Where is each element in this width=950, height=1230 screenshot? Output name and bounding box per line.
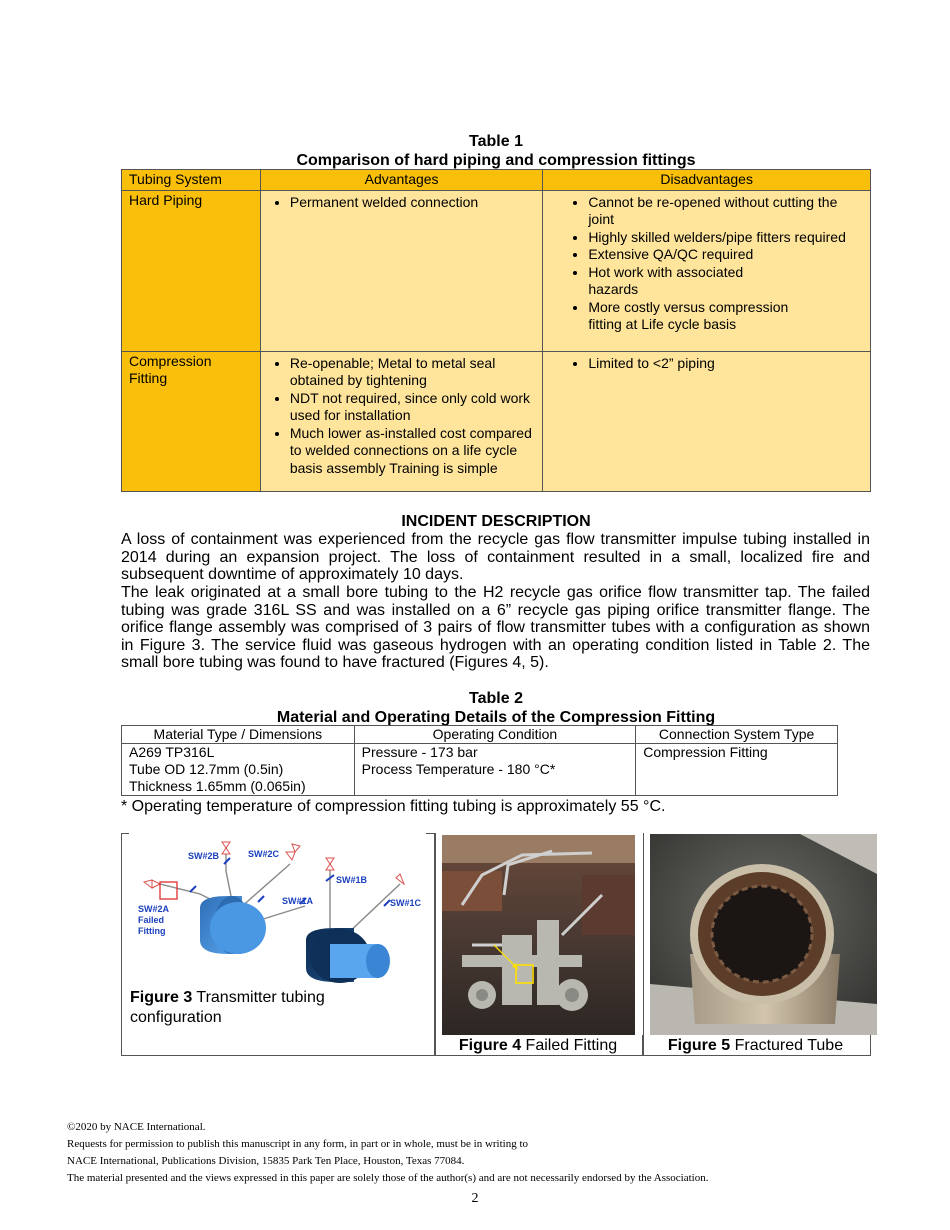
table1-caption-title: Comparison of hard piping and compression fittings (296, 152, 696, 169)
table1-header-disadvantages: Disadvantages (543, 170, 871, 191)
figure5-caption-text: Fractured Tube (730, 1037, 844, 1054)
table2-connection-cell (636, 744, 838, 796)
table1 (121, 169, 871, 492)
table2-header-operating: Operating Condition (354, 726, 636, 744)
figure5-caption (642, 1037, 869, 1055)
footer-address: NACE International, Publications Division, 15835 Park Ten Place, Houston, Texas 77084. (67, 1155, 465, 1167)
figure4-caption (434, 1037, 642, 1055)
table2-operating-cell (354, 744, 636, 796)
table2-connection-line: Compression Fitting (643, 744, 768, 760)
figure3-tubing-lines (160, 846, 400, 946)
figure3-label-fitting: Fitting (138, 926, 166, 936)
footer-copyright: ©2020 by NACE International. (67, 1121, 206, 1133)
table-row (122, 351, 871, 491)
table2-caption-title: Material and Operating Details of the Compression Fitting (276, 709, 716, 726)
section-heading: INCIDENT DESCRIPTION (401, 513, 591, 530)
table-row (122, 190, 871, 351)
figure3-label-sw2a: SW#2A (138, 904, 170, 914)
table2-header-row (122, 726, 838, 744)
table1-header-tubing-system: Tubing System (122, 170, 261, 191)
table1-caption-number: Table 1 (469, 133, 523, 150)
figure3-label-sw1b: SW#1B (336, 875, 368, 885)
figure5-caption-label: Figure 5 (667, 1037, 731, 1054)
table1-advantages-cell (260, 351, 542, 491)
list-item: • Highly skilled welders/pipe fitters required (588, 229, 863, 247)
table2-header-material: Material Type / Dimensions (122, 726, 355, 744)
table1-header-advantages: Advantages (260, 170, 542, 191)
figure3-label-sw2c: SW#2C (248, 849, 280, 859)
page-number: 2 (471, 1191, 479, 1206)
incident-paragraph-2: The leak originated at a small bore tubing to the H2 recycle gas orifice flow transmitter tap. The failed tubing was grade 316L SS and was installed on a 6” recycle gas piping orifice transmitter flange. The orifice flange assembly was comprised of 3 pairs of flow transmitter tubes with a configuration as shown in Figure 3. The service fluid was gaseous hydrogen with an operating condition listed in Table 2. The small bore tubing was found to have fractured (Figures 4, 5). (121, 584, 870, 671)
table2-material-cell (122, 744, 355, 796)
table2-operating-line: Process Temperature - 180 °C* (361, 761, 556, 777)
figure3-caption-label: Figure 3 (130, 989, 193, 1006)
figure3-caption-text: Transmitter tubing configuration (130, 989, 325, 1026)
table2 (121, 725, 838, 796)
incident-paragraph-1: A loss of containment was experienced from the recycle gas flow transmitter impulse tubing installed in 2014 during an expansion project. The loss of containment resulted in a small, localized fire and subsequent downtime of approximately 10 days. (121, 531, 870, 583)
figure3-label-sw1c: SW#1C (390, 898, 422, 908)
figure3-diagram (130, 836, 426, 986)
list-item: • Permanent welded connection (290, 194, 535, 212)
figure3-top-tick (121, 833, 129, 834)
list-item: • NDT not required, since only cold work used for installation (290, 390, 535, 425)
table1-disadvantages-cell (543, 190, 871, 351)
figure5-photo (650, 834, 877, 1035)
table1-header-row (122, 170, 871, 191)
list-item: • Re-openable; Metal to metal seal obtained by tightening (290, 355, 535, 390)
table2-material-line: Tube OD 12.7mm (0.5in) (129, 761, 284, 777)
list-item: • Cannot be re-opened without cutting the joint (588, 194, 863, 229)
list-item: • More costly versus compression fitting at Life cycle basis (588, 299, 863, 334)
figure3-cylinder-right (306, 928, 390, 983)
table1-advantages-cell (260, 190, 542, 351)
list-item: • Hot work with associated hazards (588, 264, 863, 299)
table1-disadvantages-cell (543, 351, 871, 491)
footer-permission: Requests for permission to publish this manuscript in any form, in part or in whole, must be in writing to (67, 1138, 529, 1150)
table2-caption-number: Table 2 (469, 690, 523, 707)
list-item: • Extensive QA/QC required (588, 246, 863, 264)
footer (67, 1119, 708, 1187)
table2-operating-line: Pressure - 173 bar (361, 744, 478, 760)
table2-header-connection: Connection System Type (636, 726, 838, 744)
figure3-label-sw2b: SW#2B (188, 851, 220, 861)
table-row (122, 744, 838, 796)
figure4-caption-label: Figure 4 (458, 1037, 522, 1054)
figure3-label-sw1a: SW#1A (282, 896, 314, 906)
figure4-caption-text: Failed Fitting (521, 1037, 618, 1054)
table1-row-label: Compression Fitting (122, 351, 261, 491)
table2-material-line: Thickness 1.65mm (0.065in) (129, 778, 306, 794)
table1-caption (121, 132, 871, 170)
figure4-photo (442, 835, 635, 1035)
list-item: • Much lower as-installed cost compared to welded connections on a life cycle basis assembly Training is simple (290, 425, 535, 478)
table2-footnote: * Operating temperature of compression fitting tubing is approximately 55 °C. (121, 798, 666, 815)
figure3-label-failed: Failed (138, 915, 165, 925)
table2-material-line: A269 TP316L (129, 744, 215, 760)
figure3-caption (130, 988, 360, 1028)
figure3-cylinder-left (200, 896, 266, 954)
footer-disclaimer: The material presented and the views expressed in this paper are solely those of the author(s) and are not necessarily endorsed by the Association. (67, 1172, 709, 1184)
list-item: • Limited to <2” piping (588, 355, 863, 373)
table1-row-label: Hard Piping (122, 190, 261, 351)
table2-caption (121, 689, 871, 727)
